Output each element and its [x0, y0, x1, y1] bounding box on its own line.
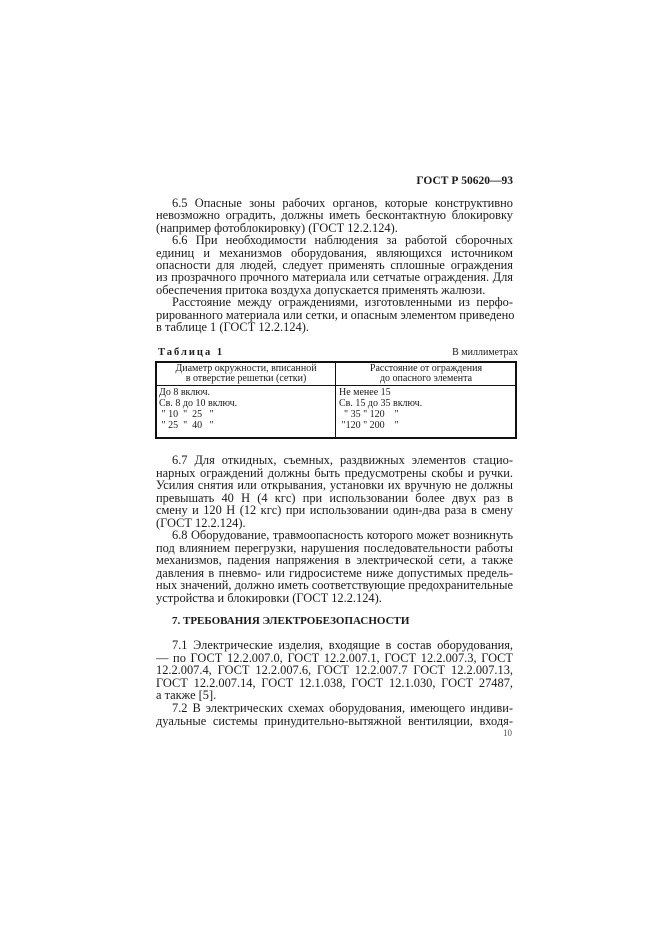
text-line: обеспечения притока воздуха допускается применять жалюзи. [156, 282, 486, 297]
column-header-diameter: Диаметр окружности, вписанной в отверстие решетки (сетки) [175, 363, 317, 384]
text-line: смену и 120 Н (12 кгс) при использовании один-два раза в смену [156, 503, 513, 517]
text-line: нарных ограждений должны быть предусмотрены скобы и ручки. [156, 465, 513, 480]
text-line: в таблице 1 (ГОСТ 12.2.124). [156, 320, 309, 334]
column-header-distance: Расстояние от ограждения до опасного элемента [369, 363, 483, 384]
text-line: дуальные системы принудительно-вытяжной вентиляции, входя- [156, 713, 513, 728]
table-1 [155, 361, 517, 439]
column-divider [335, 363, 336, 437]
text-line: а также [5]. [156, 688, 217, 703]
text-line: (ГОСТ 12.2.124). [156, 515, 246, 530]
text-line: Расстояние между ограждениями, изготовленными из перфо- [172, 295, 513, 310]
text-line: — по ГОСТ 12.2.007.0, ГОСТ 12.2.007.1, ГОСТ 12.2.007.3, ГОСТ [156, 650, 513, 665]
text-line: (например фотоблокировку) (ГОСТ 12.2.124). [156, 220, 398, 235]
text-line: под влиянием перегрузки, нарушения последовательности работы [156, 540, 513, 555]
text-line: превышать 40 Н (4 кгс) при использовании более двух раз в [156, 490, 513, 505]
text-line: 6.6 При необходимости наблюдения за работой сборочных [172, 233, 513, 248]
text-line: Усилия снятия или открывания, установки их вручную не должны [156, 478, 513, 492]
table-caption: Таблица 1 [158, 347, 225, 358]
text-line: ГОСТ 12.2.007.14, ГОСТ 12.1.038, ГОСТ 12.1.030, ГОСТ 27487, [156, 675, 513, 690]
text-line: давления в пневмо- или гидросистеме ниже допустимых предель- [156, 565, 513, 580]
document-header: ГОСТ Р 50620—93 [416, 175, 513, 187]
text-line: устройства и блокировки (ГОСТ 12.2.124). [156, 590, 382, 605]
column-cells-diameter: До 8 включ. Св. 8 до 10 включ. " 10 " 25 " " 25 " 40 " [159, 387, 238, 431]
text-line: опасности для людей, следует применять сплошные ограждения [156, 258, 513, 272]
text-line: 12.2.007.4, ГОСТ 12.2.007.6, ГОСТ 12.2.007.7 ГОСТ 12.2.007.13, [156, 663, 513, 678]
text-line: из прозрачного прочного материала или сетчатые ограждения. Для [156, 270, 513, 285]
text-line: единиц и механизмов оборудования, являющихся источником [156, 245, 513, 260]
text-line: 7.2 В электрических схемах оборудования, имеющего индиви- [172, 701, 513, 715]
text-line: 7.1 Электрические изделия, входящие в состав оборудования, [172, 638, 513, 652]
text-line: механизмов, падения напряжения в электрической сети, а также [156, 553, 513, 567]
text-line: 6.7 Для откидных, съемных, раздвижных элементов стацио- [172, 453, 513, 467]
text-line: ных значений, должно иметь соответствующие предохранительные [156, 578, 513, 592]
section-heading-7: 7. ТРЕБОВАНИЯ ЭЛЕКТРОБЕЗОПАСНОСТИ [172, 615, 410, 627]
text-line: рированного материала или сетки, и опасным элементом приведено [156, 307, 515, 322]
text-line: невозможно оградить, должны иметь бесконтактную блокировку [156, 208, 513, 223]
page-number: 10 [503, 728, 512, 738]
column-cells-distance: Не менее 15 Св. 15 до 35 включ. " 35 " 120 " "120 " 200 " [339, 387, 423, 431]
table-unit: В миллиметрах [452, 347, 518, 358]
text-line: 6.8 Оборудование, травмоопасность которого может возникнуть [172, 528, 513, 542]
text-line: 6.5 Опасные зоны рабочих органов, которые конструктивно [172, 196, 513, 210]
